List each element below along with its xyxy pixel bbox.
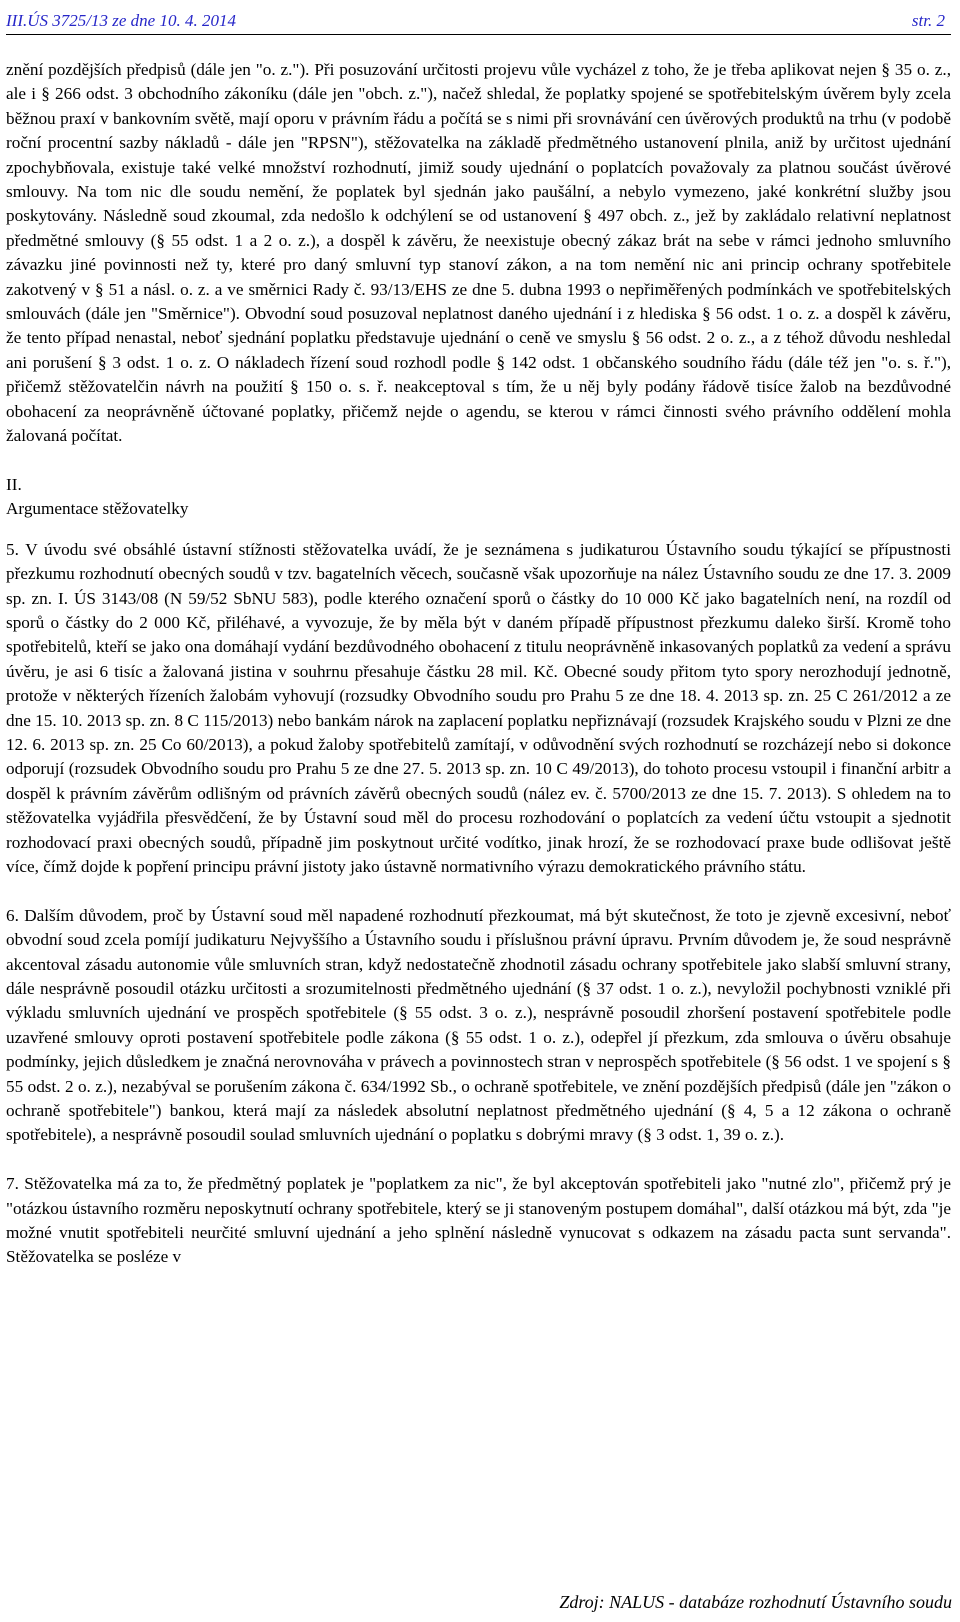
case-reference: III.ÚS 3725/13 ze dne 10. 4. 2014 — [6, 11, 236, 30]
paragraph-5: 5. V úvodu své obsáhlé ústavní stížnosti stěžovatelka uvádí, že je seznámena s judikaturou Ústavního soudu týkající se přípustnosti přezkumu rozhodnutí obecných soudů v tzv. bagatelních věcech, současně však upozorňuje na nález Ústavního soudu ze dne 17. 3. 2009 sp. zn. I. ÚS 3143/08 (N 59/52 SbNU 583), podle kterého označení sporů o částky do 10 000 Kč jako bagatelních není, na rozdíl od sporů o částky do 2 000 Kč, přiléhavé, a vyvozuje, že by měla být v daném případě přípustnost přezkumu daleko širší. Kromě toho spotřebitelů, kteří se jako ona domáhají vydání bezdůvodného obohacení z titulu neoprávněně inkasovaných poplatků za vedení a správu úvěru, je asi 6 tisíc a žalovaná jistina v souhrnu přesahuje částku 28 mil. Kč. Obecné soudy přitom tyto spory nerozhodují jednotně, protože v některých řízeních žalobám vyhovují (rozsudky Obvodního soudu pro Prahu 5 ze dne 18. 4. 2013 sp. zn. 25 C 261/2012 a ze dne 15. 10. 2013 sp. zn. 8 C 115/2013) nebo bankám nárok na zaplacení poplatku nepřiznávají (rozsudek Krajského soudu v Plzni ze dne 12. 6. 2013 sp. zn. 25 Co 60/2013), a pokud žaloby spotřebitelů zamítají, v odůvodnění svých rozhodnutí se rozcházejí nebo si dokonce odporují (rozsudek Obvodního soudu pro Prahu 5 ze dne 27. 5. 2013 sp. zn. 10 C 49/2013), do tohoto procesu vstoupil i finanční arbitr a dospěl k právním závěrům odlišným od právních závěrů obecných soudů (nález ev. č. 5700/2013 ze dne 15. 7. 2013). S ohledem na to stěžovatelka vyjádřila přesvědčení, že by Ústavní soud měl do procesu rozhodování o poplatcích za vedení účtu vstoupit a sjednotit rozhodovací praxi obecných soudů, případně jim poskytnout určité vodítko, jinak hrozí, že se rozhodovací praxe bude odlišovat ještě více, čímž dojde k popření principu právní jistoty jako ústavně normativního výrazu demokratického právního státu. — [6, 539, 951, 876]
document-body — [6, 58, 951, 1294]
paragraph-intro: znění pozdějších předpisů (dále jen "o. z."). Při posuzování určitosti projevu vůle vycházel z toho, že je třeba aplikovat nejen § 35 o. z., ale i § 266 odst. 3 obchodního zákoníku (dále jen "obch. z."), načež shledal, že poplatky spojené se spotřebitelským úvěrem byly zcela běžnou praxí v bankovním světě, mají oporu v právním řádu a počítá se s nimi při srovnávání cen úvěrových produktů na trhu (v podobě roční procentní sazby nákladů - dále jen "RPSN"), stěžovatelka na základě předmětného ustanovení plnila, aniž by určitost ujednání zpochybňovala, existuje také velké množství rozhodnutí, jimiž soudy ujednání o poplatcích považovaly za platnou součást úvěrové smlouvy. Na tom nic dle soudu nemění, že poplatek byl sjednán jako paušální, a nebylo vymezeno, jaké konkrétní služby jsou poskytovány. Následně soud zkoumal, zda nedošlo k odchýlení se od ustanovení § 497 obch. z., jež by zakládalo relativní neplatnost předmětné smlouvy (§ 55 odst. 1 a 2 o. z.), a dospěl k závěru, že neexistuje obecný zákaz brát na sebe v rámci jednoho smluvního závazku jiné povinnosti než ty, které pro daný smluvní typ stanoví zákon, a na tom nemění nic ani princip ochrany spotřebitele zakotvený v § 51 a násl. o. z. a ve směrnici Rady č. 93/13/EHS ze dne 5. dubna 1993 o nepřiměřených podmínkách ve spotřebitelských smlouvách (dále jen "Směrnice"). Obvodní soud posuzoval neplatnost daného ujednání i z hlediska § 56 odst. 1 o. z. a dospěl k závěru, že tento případ nenastal, neboť sjednání poplatku představuje ujednání o ceně ve smyslu § 56 odst. 2 o. z., a z téhož důvodu neshledal ani porušení § 3 odst. 1 o. z. O nákladech řízení soud rozhodl podle § 142 odst. 1 občanského soudního řádu (dále též jen "o. s. ř."), přičemž stěžovatelčin návrh na použití § 150 o. s. ř. neakceptoval s tím, že u něj byly podány řádově tisíce žalob na bezdůvodné obohacení za neoprávněně účtované poplatky, přičemž nejde o agendu, se kterou v rámci činnosti svého právního oddělení mohla žalovaná počítat. — [6, 60, 951, 446]
section-title: Argumentace stěžovatelky — [6, 499, 189, 519]
section-number: II. — [6, 474, 22, 494]
page-header — [6, 4, 951, 35]
paragraph-7: 7. Stěžovatelka má za to, že předmětný poplatek je "poplatkem za nic", že byl akceptován spotřebiteli jako "nutné zlo", přičemž prý je "otázkou ústavního rozměru neposkytnutí ochrany spotřebitele, který se ji stanoveným postupem domáhal", další otázkou má být, zda "je možné vnutit spotřebiteli neurčité smluvní ujednání a jeho splnění následně vynucovat s odkazem na zásadu pacta sunt servanda". Stěžovatelka se posléze v — [6, 1174, 951, 1267]
source-footer: Zdroj: NALUS - databáze rozhodnutí Ústavního soudu — [559, 1592, 952, 1612]
page-number: str. 2 — [911, 11, 945, 30]
paragraph-6: 6. Dalším důvodem, proč by Ústavní soud měl napadené rozhodnutí přezkoumat, má být skutečnost, že toto je zjevně excesivní, neboť obvodní soud zcela pomíjí judikaturu Nejvyššího a Ústavního soudu i příslušnou právní úpravu. Prvním důvodem je, že soud nesprávně akcentoval zásadu autonomie vůle smluvních stran, když nedostatečně zhodnotil zásadu ochrany spotřebitele jako slabší smluvní strany, dále nesprávně posoudil otázku určitosti a srozumitelnosti předmětného ujednání (§ 37 odst. 1 o. z.), nevyložil pochybnosti vzniklé při výkladu smluvních ujednání ve prospěch spotřebitele (§ 55 odst. 3 o. z.), nesprávně posoudil zhoršení postavení spotřebitele podle uzavřené smlouvy oproti postavení spotřebitele podle zákona (§ 55 odst. 1 o. z.), odepřel jí přezkum, zda smlouva o úvěru obsahuje podmínky, jejich důsledkem je značná nerovnováha v právech a povinnostech stran v neprospěch spotřebitele (§ 56 odst. 1 ve spojení s § 55 odst. 2 o. z.), nezabýval se porušením zákona č. 634/1992 Sb., o ochraně spotřebitele, ve znění pozdějších předpisů (dále jen "zákon o ochraně spotřebitele") bankou, která mají za následek absolutní neplatnost předmětného ujednání (§ 4, 5 a 12 zákona o ochraně spotřebitele), a nesprávně posoudil soulad smluvních ujednání o poplatku s dobrými mravy (§ 3 odst. 1, 39 o. z.). — [6, 905, 951, 1145]
section-heading — [6, 473, 951, 522]
